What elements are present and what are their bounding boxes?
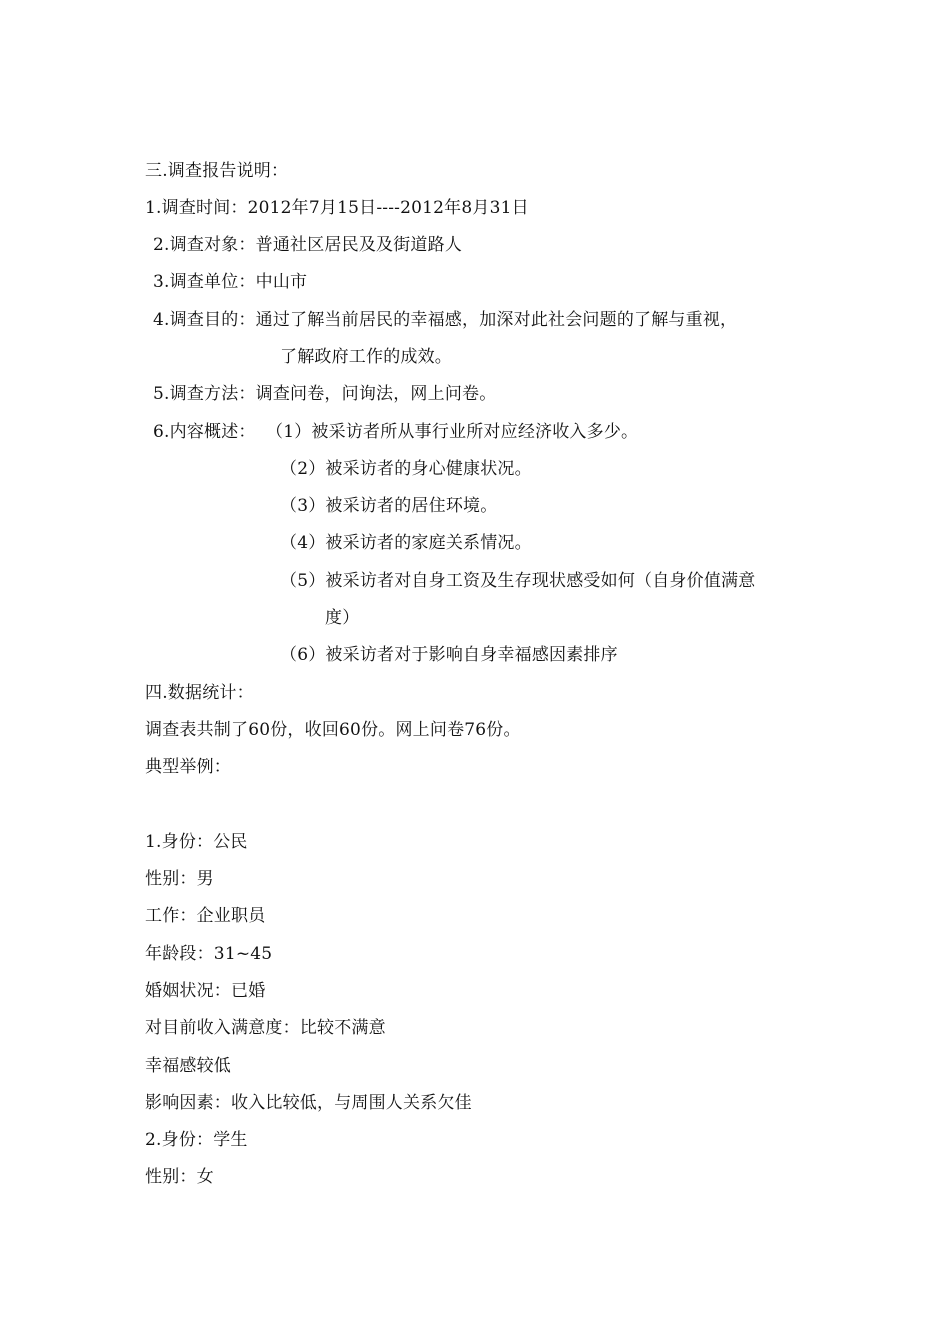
survey-purpose-line1: 4.调查目的：通过了解当前居民的幸福感，加深对此社会问题的了解与重视， xyxy=(153,310,738,330)
content-label: 6.内容概述： xyxy=(153,422,256,442)
survey-purpose-line2: 了解政府工作的成效。 xyxy=(280,347,452,367)
section4-heading: 四.数据统计： xyxy=(145,683,254,703)
section3-heading: 三.调查报告说明： xyxy=(145,161,289,181)
survey-object: 2.调查对象：普通社区居民及及街道路人 xyxy=(153,235,463,255)
example1-income-satisfaction: 对目前收入满意度：比较不满意 xyxy=(145,1018,386,1038)
survey-method: 5.调查方法：调查问卷，问询法，网上问卷。 xyxy=(153,384,497,404)
content-item: （5）被采访者对自身工资及生存现状感受如何（自身价值满意 xyxy=(280,571,756,591)
content-item: （2）被采访者的身心健康状况。 xyxy=(280,459,532,479)
content-item: （6）被采访者对于影响自身幸福感因素排序 xyxy=(280,645,618,665)
content-item: （1）被采访者所从事行业所对应经济收入多少。 xyxy=(266,422,639,442)
example1-identity: 1.身份：公民 xyxy=(145,832,248,852)
examples-label: 典型举例： xyxy=(145,757,231,777)
example1-gender: 性别：男 xyxy=(145,869,214,889)
survey-unit: 3.调查单位：中山市 xyxy=(153,272,308,292)
data-summary: 调查表共制了60份，收回60份。网上问卷76份。 xyxy=(145,720,521,740)
example1-factors: 影响因素：收入比较低，与周围人关系欠佳 xyxy=(145,1093,472,1113)
content-item-continuation: 度） xyxy=(325,608,360,628)
example2-identity: 2.身份：学生 xyxy=(145,1130,248,1150)
example1-happiness: 幸福感较低 xyxy=(145,1056,231,1076)
content-item: （4）被采访者的家庭关系情况。 xyxy=(280,533,532,553)
example2-gender: 性别：女 xyxy=(145,1167,214,1187)
survey-time: 1.调查时间：2012年7月15日----2012年8月31日 xyxy=(145,198,529,218)
example1-marriage: 婚姻状况：已婚 xyxy=(145,981,266,1001)
content-item: （3）被采访者的居住环境。 xyxy=(280,496,498,516)
example1-age: 年龄段：31~45 xyxy=(145,944,273,964)
example1-job: 工作：企业职员 xyxy=(145,906,266,926)
